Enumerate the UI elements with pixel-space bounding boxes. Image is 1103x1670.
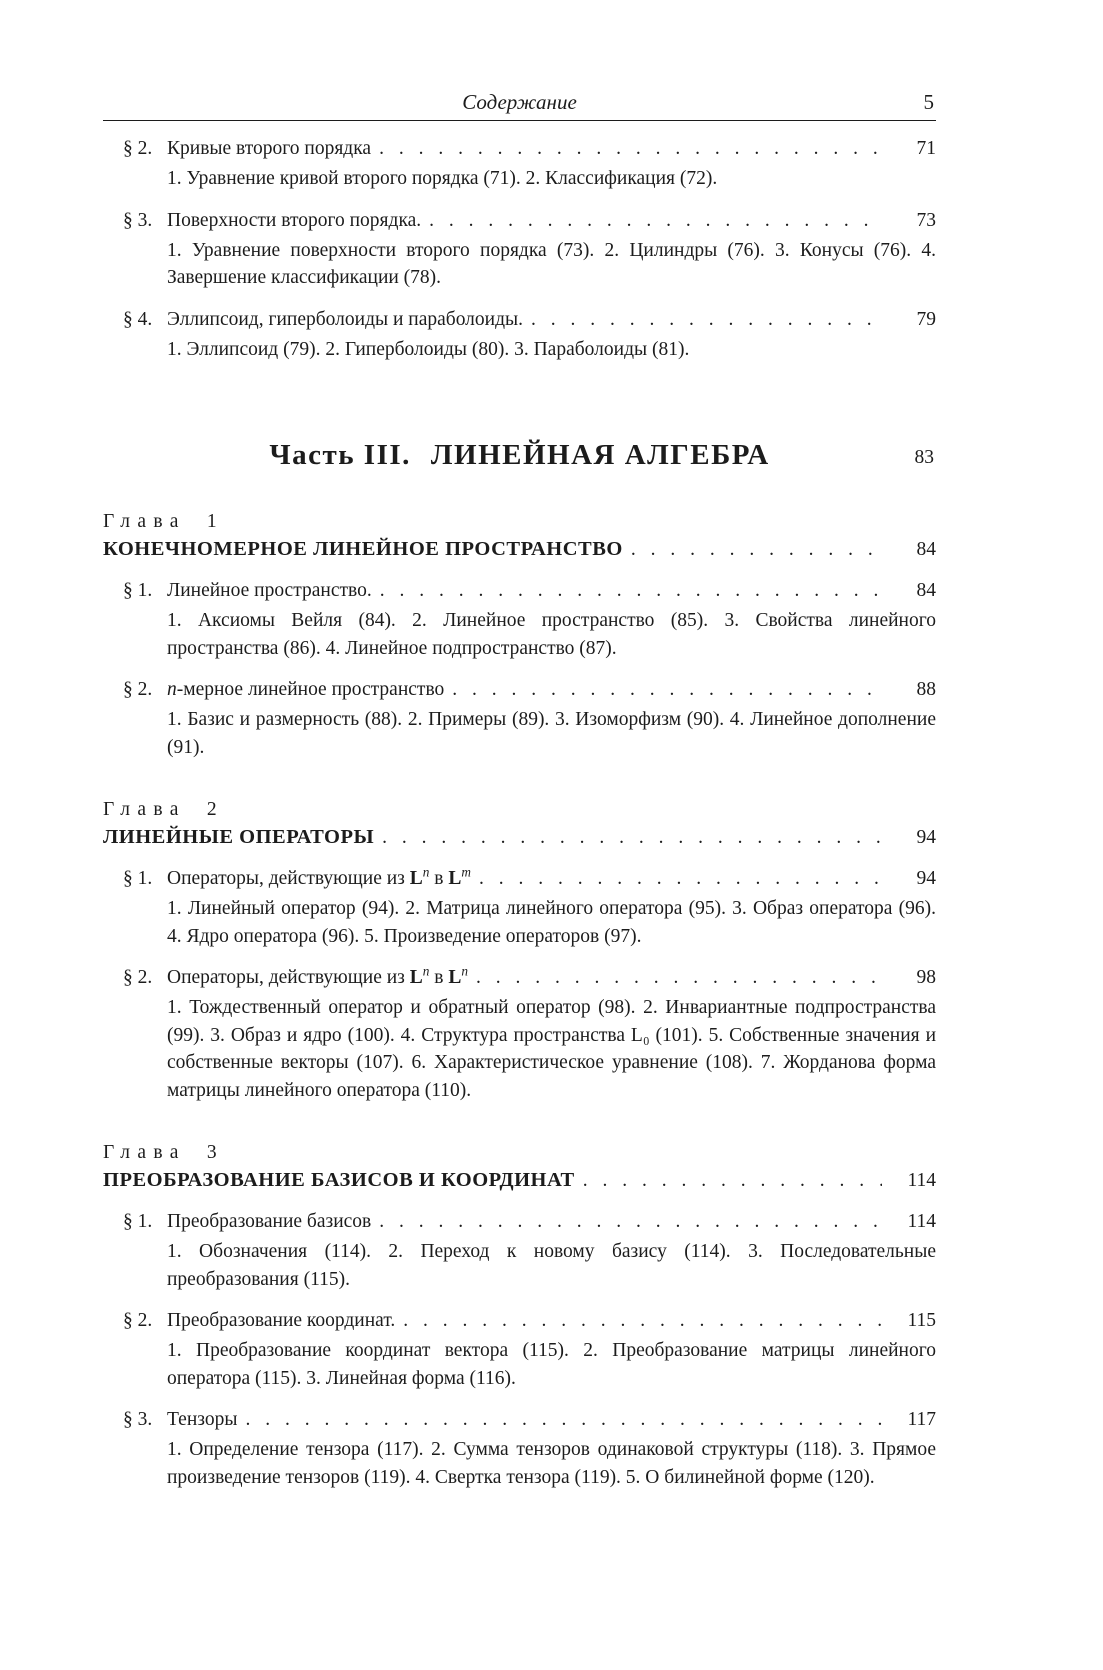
dot-leader (379, 1209, 882, 1235)
dot-leader (452, 677, 882, 703)
section-page-number: 94 (916, 868, 936, 889)
dot-leader (583, 1168, 882, 1194)
chapter-block (103, 799, 936, 1104)
section-title-text: в (429, 868, 449, 889)
toc-entry (103, 677, 936, 761)
chapter-title-line (103, 1167, 936, 1194)
section-label: § 2. (123, 1310, 153, 1331)
section-label: § 3. (123, 1409, 153, 1430)
section-label: § 2. (123, 967, 153, 988)
chapter-label: Глава 2 (103, 799, 225, 820)
toc-entry (103, 578, 936, 662)
section-subitems: 1. Линейный оператор (94). 2. Матрица линейного оператора (95). 3. Образ оператора (96). 4. Ядро оператора (96). 5. Произведение операторов (97). (167, 898, 936, 947)
section-label: § 1. (123, 1211, 153, 1232)
dot-leader (380, 578, 882, 604)
section-subitems: 1. Преобразование координат вектора (115). 2. Преобразование матрицы линейного оператора (115). 3. Линейная форма (116). (167, 1340, 936, 1389)
toc-entry-line (103, 1209, 936, 1235)
page-content (103, 0, 936, 1491)
part-heading (103, 437, 936, 473)
section-label: § 4. (123, 308, 153, 330)
math-superscript: n (422, 963, 430, 979)
dot-leader (245, 1407, 882, 1433)
math-symbol-L: L (409, 967, 423, 988)
section-subitems: 1. Аксиомы Вейля (84). 2. Линейное пространство (85). 3. Свойства линейного пространства (86). 4. Линейное подпространство (87). (167, 610, 936, 659)
toc-entry (103, 965, 936, 1104)
toc-entry (103, 1308, 936, 1392)
chapter-title: КОНЕЧНОМЕРНОЕ ЛИНЕЙНОЕ ПРОСТРАНСТВО (103, 538, 623, 560)
math-symbol-L: L (409, 868, 423, 889)
running-title: Содержание (462, 90, 577, 114)
section-page-number: 98 (916, 967, 936, 988)
section-title-text: в (429, 967, 449, 988)
section-page-number: 117 (907, 1409, 936, 1430)
part-name: ЛИНЕЙНАЯ АЛГЕБРА (430, 439, 770, 471)
dot-leader (429, 208, 882, 234)
chapter-title-line (103, 536, 936, 563)
chapter-page-number: 94 (916, 827, 936, 848)
section-subitems: 1. Определение тензора (117). 2. Сумма тензоров одинаковой структуры (118). 3. Прямое произведение тензоров (119). 4. Свертка тензора (119). 5. О билинейной форме (120). (167, 1439, 936, 1488)
toc-intro-sections (103, 136, 936, 363)
chapter-block (103, 511, 936, 761)
toc-entry-line (103, 578, 936, 604)
section-title-text: -мерное линейное пространство (176, 679, 445, 700)
part-title (103, 437, 936, 473)
section-page-number: 73 (916, 209, 936, 231)
section-subitems: 1. Тождественный оператор и обратный оператор (98). 2. Инвариантные подпространства (99). 3. Образ и ядро (100). 4. Структура пространства L₀ (101). 5. Собственные значения и собственные векторы (107). 6. Характеристическое уравнение (108). 7. Жорданова форма матрицы линейного оператора (110). (167, 997, 936, 1101)
chapter-label: Глава 3 (103, 1142, 225, 1163)
toc-entry-line (103, 866, 936, 892)
section-page-number: 79 (916, 308, 936, 330)
section-title-text: Операторы, действующие из (167, 967, 410, 988)
dot-leader (476, 965, 882, 991)
toc-entry (103, 1209, 936, 1293)
toc-entry (103, 307, 936, 364)
toc-entry (103, 208, 936, 292)
section-page-number: 115 (907, 1310, 936, 1331)
dot-leader (382, 825, 882, 851)
part-page-number: 83 (914, 447, 934, 468)
toc-entry-line (103, 1308, 936, 1334)
page-header (103, 0, 936, 114)
chapter-block (103, 1142, 936, 1491)
math-superscript: n (422, 864, 430, 880)
dot-leader (631, 537, 882, 563)
toc-entry (103, 136, 936, 193)
section-title-text: Операторы, действующие из (167, 868, 410, 889)
math-superscript: n (461, 963, 468, 979)
toc-entry-line (103, 208, 936, 234)
section-title: Линейное пространство. (167, 580, 372, 601)
toc-entry (103, 1407, 936, 1491)
dot-leader (531, 307, 882, 333)
section-page-number: 114 (907, 1211, 936, 1232)
folio-page-number: 5 (923, 90, 934, 114)
section-title: Преобразование базисов (167, 1211, 372, 1232)
section-subitems: 1. Уравнение кривой второго порядка (71). 2. Классификация (72). (167, 168, 718, 189)
dot-leader (379, 136, 882, 162)
section-label: § 1. (123, 580, 153, 601)
dot-leader (479, 866, 882, 892)
chapter-title: ПРЕОБРАЗОВАНИЕ БАЗИСОВ И КООРДИНАТ (103, 1169, 575, 1191)
section-page-number: 88 (916, 679, 936, 700)
section-title (167, 866, 471, 892)
section-subitems: 1. Обозначения (114). 2. Переход к новому базису (114). 3. Последовательные преобразования (115). (167, 1241, 936, 1290)
section-title (167, 677, 444, 703)
chapter-title-line (103, 824, 936, 851)
section-title: Тензоры (167, 1409, 238, 1430)
section-page-number: 71 (916, 138, 936, 159)
toc-entry-line (103, 965, 936, 991)
section-label: § 1. (123, 868, 153, 889)
section-subitems: 1. Базис и размерность (88). 2. Примеры (89). 3. Изоморфизм (90). 4. Линейное дополнение (91). (167, 709, 936, 758)
section-page-number: 84 (916, 580, 936, 601)
toc-entry-line (103, 677, 936, 703)
section-label: § 2. (123, 138, 153, 159)
chapter-page-number: 84 (916, 539, 936, 560)
toc-entry-line (103, 136, 936, 162)
section-title: Преобразование координат. (167, 1310, 396, 1331)
toc-entry-line (103, 1407, 936, 1433)
section-title: Кривые второго порядка (167, 138, 372, 159)
chapter-page-number: 114 (907, 1170, 936, 1191)
header-rule (103, 120, 936, 121)
section-label: § 2. (123, 679, 153, 700)
section-label: § 3. (123, 209, 153, 231)
section-title: Поверхности второго порядка. (167, 209, 422, 231)
chapter-label: Глава 1 (103, 511, 225, 532)
math-variable: n (167, 679, 177, 700)
math-superscript: m (461, 864, 471, 880)
math-symbol-L: L (448, 967, 462, 988)
dot-leader (403, 1308, 882, 1334)
section-title: Эллипсоид, гиперболоиды и параболоиды. (167, 308, 523, 330)
toc-entry (103, 866, 936, 950)
part-number: Часть III. (269, 439, 411, 471)
section-subitems: 1. Эллипсоид (79). 2. Гиперболоиды (80). 3. Параболоиды (81). (167, 338, 690, 360)
math-symbol-L: L (448, 868, 462, 889)
section-title (167, 965, 468, 991)
toc-entry-line (103, 307, 936, 333)
section-subitems: 1. Уравнение поверхности второго порядка (73). 2. Цилиндры (76). 3. Конусы (76). 4. Завершение классификации (78). (167, 239, 936, 288)
chapter-title: ЛИНЕЙНЫЕ ОПЕРАТОРЫ (103, 826, 375, 848)
